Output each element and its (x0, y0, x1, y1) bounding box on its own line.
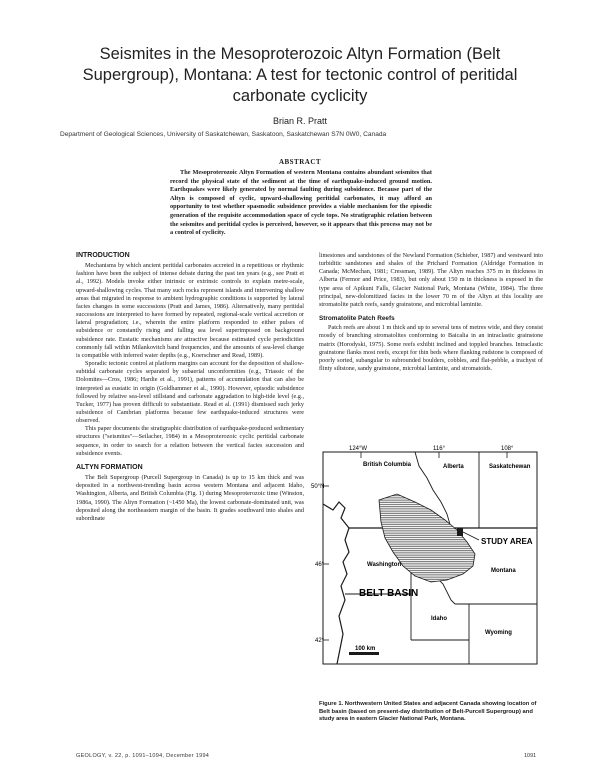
patch-reefs-heading: Stromatolite Patch Reefs (319, 315, 395, 323)
scale-bar (349, 652, 379, 655)
label-alberta: Alberta (443, 464, 464, 470)
page-number: 1091 (524, 753, 537, 759)
scale-label: 100 km (355, 646, 376, 652)
author-name: Brian R. Pratt (272, 116, 328, 126)
intro-paragraph: This paper documents the stratigraphic distribution of earthquake-produced sedimentary structures ("seismites"—Seilacher, 1984) in a Mesoproterozoic cyclic peritidal carbonate sequence, in order to search for a relation between the vertical facies succession and subsidence events. (76, 425, 304, 457)
label-saskatchewan: Saskatchewan (489, 464, 531, 470)
study-area-marker (457, 528, 463, 536)
label-idaho: Idaho (431, 616, 447, 622)
label-belt-basin: BELT BASIN (359, 588, 419, 599)
figure-1-map (311, 444, 541, 664)
left-column (76, 252, 304, 523)
lat-label: 42° (315, 638, 325, 644)
lat-label: 46° (315, 562, 325, 568)
label-wyoming: Wyoming (485, 630, 512, 636)
intro-paragraph: Sporadic tectonic control at platform margins can account for the deposition of shallow-subtidal carbonate cycles separated by subaerial unconformities (e.g., Triassic of the Dolomites—Cros, 1986; Hardie et al., 1991), patterns of accumulation that can also be interpreted as eustatic in origin (Goldhammer et al., 1990). However, episodic subsidence followed by relative sea-level stillstand and carbonate aggradation to high-tide level (e.g., Tucker, 1977) has proven difficult to substantiate. Read et al. (1991) dismissed such jerky subsidence of Cambrian platforms because few earthquake-induced structures were observed. (76, 360, 304, 425)
figure-caption: Figure 1. Northwestern United States and adjacent Canada showing location of Belt basin (based on present-day distribution of Belt-Purcell Supergroup) and study area in eastern Glacier National Park, Montana. (319, 701, 537, 723)
lon-label: 108° (501, 446, 514, 452)
continued-paragraph: limestones and sandstones of the Newland Formation (Schieber, 1987) and westward into turbiditic sandstones and shales of the Prichard Formation (Aldridge Formation in Canada; McMechan, 1981; Cressman, 1989). The Altyn reaches 375 m in thickness in Alberta (Fermor and Price, 1983), but only about 150 m in thickness is exposed in the type area of Apikuni Falls, Glacier National Park, Montana (White, 1984). The three principal, new-dolomitized facies in the lower 70 m of the Altyn at this locality are stromatolite patch reefs, sandy grainstone, and microbial laminite. (319, 252, 543, 308)
reefs-paragraph: Patch reefs are about 1 m thick and up to several tens of metres wide, and they consist mostly of branching stromatolites conforming to Baicalia in an intraclastic grainstone matrix (Horodyski, 1975). Some reefs exhibit inclined and toppled branches. Intraclastic grainstone flanks most reefs, except for thin beds where flanking rudstone is composed of poorly sorted, subangular to subrounded boulders, cobbles, and flat-pebble, a trachyst of flinty siltstone, sandy grainstone, microbial laminite, and stromatoids. (319, 324, 543, 373)
label-study-area: STUDY AREA (481, 537, 533, 546)
lon-label: 124°W (349, 446, 368, 452)
lat-label: 50°N (311, 484, 325, 490)
location-map (311, 444, 541, 694)
lon-label: 116° (433, 446, 445, 452)
altyn-paragraph: The Belt Supergroup (Purcell Supergroup in Canada) is up to 15 km thick and was deposited in a northwest-trending basin across western Montana and adjacent Idaho, Washington, Alberta, and British Columbia (Fig. 1) during Mesoproterozoic time (Winston, 1986a, 1990). The Altyn Formation (~1450 Ma), the lowest carbonate-dominated unit, was deposited along the northeastern margin of the basin. It grades southward into shales and subordinate (76, 474, 304, 522)
label-montana: Montana (491, 568, 516, 574)
introduction-heading: INTRODUCTION (76, 252, 130, 259)
intro-paragraph: Mechanisms by which ancient peritidal carbonates accreted in a repetitious or rhythmic fashion have been the subject of intense debate during the past ten years (e.g., see Pratt et al., 1992). Models invoke either intrinsic or extrinsic controls to explain metre-scale, upward-shallowing cycles. That many such rocks represent islands and intervening shallow areas that migrated in response to ambient hydrographic conditions is supported by lateral facies changes in some successions (Pratt and James, 1986). Alternatively, many peritidal successions are interpreted to have formed by repeated, regional-scale vertical accretion or lateral progradation; i.e., wherein the entire platform responded to either pulses of subsidence or constantly rising and falling sea level superimposed on background subsidence rate. Eustatic mechanisms are attractive because estimated cycle periodicities commonly fall within Milankovitch band frequencies, and the amounts of sea-level change is compatible with inferred water depths (e.g., Koerschner and Read, 1989). (76, 262, 304, 359)
altyn-formation-heading: ALTYN FORMATION (76, 463, 143, 471)
label-washington: Washington (367, 562, 402, 568)
label-british-columbia: British Columbia (363, 462, 412, 468)
right-column (319, 252, 543, 373)
abstract-heading: ABSTRACT (278, 158, 322, 166)
journal-footer: GEOLOGY, v. 22, p. 1091–1094, December 1994 (76, 753, 210, 759)
author-affiliation: Department of Geological Sciences, University of Saskatchewan, Saskatoon, Saskatchewan S7N 0W0, Canada (60, 131, 387, 138)
paper-title: Seismites in the Mesoproterozoic Altyn Formation (Belt Supergroup), Montana: A test for tectonic control of peritidal carbonate cyclicity (82, 45, 518, 105)
abstract-text: The Mesoproterozoic Altyn Formation of western Montana contains abundant seismites that record the physical state of the sediment at the time of earthquake-induced ground motion. Earthquakes were likely generated by normal faulting during subsidence. Because part of the Altyn is composed of cyclic, upward-shallowing peritidal carbonates, it may afford an opportunity to test whether spasmodic subsidence provides a viable mechanism for the episodic generation of the requisite accommodation space of cycle tops. No stratigraphic relation between the seismites and peritidal cycles is perceived, however, so it appears that this process may not be a control of cyclicity. (170, 169, 432, 237)
